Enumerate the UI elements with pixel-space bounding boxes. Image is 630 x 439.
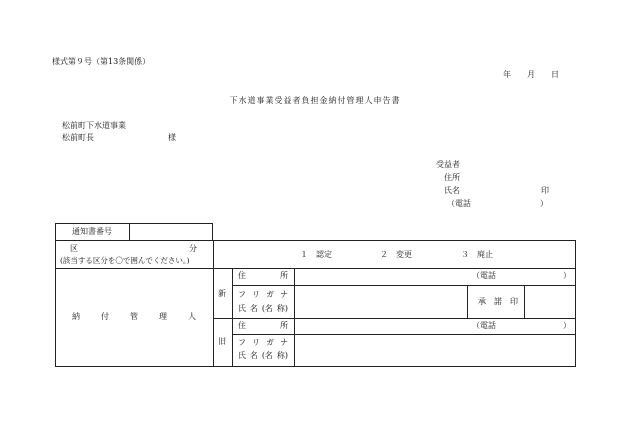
new-phone-open: （電話 [472, 271, 496, 280]
old-furigana-label: フ リ ガ ナ [238, 338, 288, 347]
old-address-field[interactable] [296, 320, 574, 333]
applicant-seal-mark: 印 [541, 186, 549, 195]
new-name-label: 氏 名 (名 称) [238, 304, 288, 313]
category-option-certify[interactable]: １ 認定 [300, 250, 332, 259]
new-address-field[interactable] [296, 270, 574, 284]
new-name-field[interactable] [296, 287, 466, 317]
applicant-address-label: 住所 [444, 173, 460, 182]
new-furigana-label: フ リ ガ ナ [238, 290, 288, 299]
document-title: 下水道事業受益者負担金納付管理人申告書 [229, 96, 401, 105]
old-phone-open: （電話 [472, 321, 496, 330]
category-option-abolish[interactable]: ３ 廃止 [461, 250, 493, 259]
addressee-line1: 松前町下水道事業 [62, 121, 126, 130]
category-label-right: 分 [189, 244, 197, 253]
notice-number-label: 通知書番号 [72, 227, 112, 236]
old-phone-close: ） [563, 321, 571, 330]
approval-seal-field[interactable] [526, 287, 574, 317]
agent-old-label: 旧 [218, 337, 226, 346]
addressee-line2: 松前町長 [62, 133, 94, 142]
form-id: 様式第９号（第13条関係） [52, 57, 151, 66]
approval-seal-label: 承 諾 印 [478, 297, 518, 306]
applicant-phone-close: ） [540, 199, 548, 208]
addressee-honorific: 様 [168, 133, 176, 142]
old-name-field[interactable] [296, 336, 574, 365]
category-label-left: 区 [70, 244, 78, 253]
category-option-change[interactable]: ２ 変更 [380, 250, 412, 259]
applicant-heading: 受益者 [436, 160, 460, 169]
applicant-phone-open: （電話 [447, 199, 471, 208]
category-note: (該当する区分を〇で囲んでください。) [60, 256, 190, 265]
date-month-label: 月 [527, 70, 535, 79]
date-year-label: 年 [503, 70, 511, 79]
notice-number-field[interactable] [131, 225, 211, 239]
old-address-label: 住 所 [238, 321, 288, 330]
new-address-label: 住 所 [238, 271, 288, 280]
new-phone-close: ） [563, 271, 571, 280]
date-day-label: 日 [551, 70, 559, 79]
old-name-label: 氏 名 (名 称) [238, 351, 288, 360]
applicant-name-label: 氏名 [444, 186, 460, 195]
agent-new-label: 新 [218, 289, 226, 298]
agent-label: 納 付 管 理 人 [72, 312, 196, 321]
